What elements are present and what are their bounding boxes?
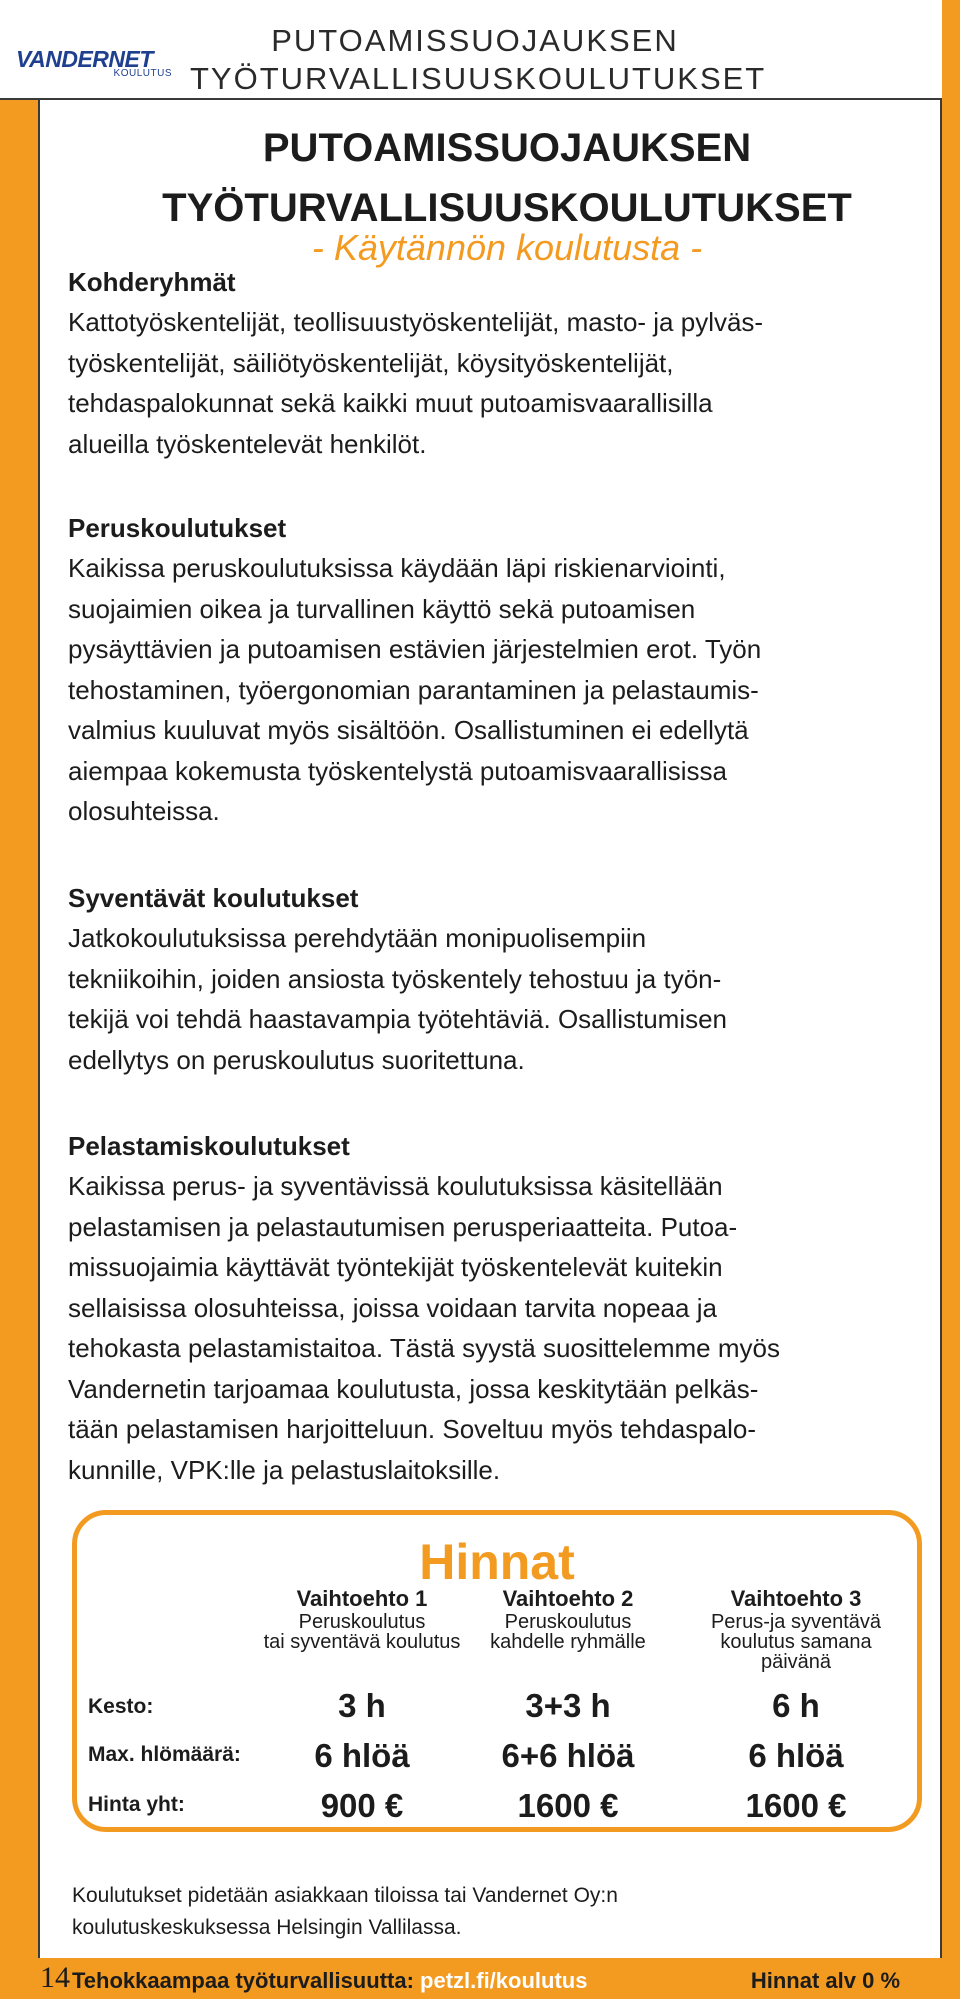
price-option-3 (666, 1586, 926, 1824)
section-line: tehostaminen, työergonomian parantaminen ja pelastaumis- (68, 674, 759, 705)
section-line: tehdaspalokunnat sekä kaikki muut putoamisvaarallisilla (68, 388, 713, 418)
section-line: aiempaa kokemusta työskentelystä putoamisvaarallisissa (68, 755, 727, 786)
footer-vat-note: Hinnat alv 0 % (750, 1968, 900, 1993)
option-desc-line: Peruskoulutus (504, 1611, 632, 1633)
page-title-line1: PUTOAMISSUOJAUKSEN (262, 126, 752, 170)
section-line: suojaimien oikea ja turvallinen käyttö sekä putoamisen (68, 593, 696, 624)
option-price: 1600 € (517, 1787, 619, 1824)
option-desc-line: Peruskoulutus (298, 1611, 426, 1633)
price-title: Hinnat (419, 1534, 575, 1590)
option-duration: 6 h (772, 1687, 820, 1724)
option-max-people: 6 hlöä (748, 1737, 844, 1774)
option-desc-line: Perus-ja syventävä (710, 1611, 882, 1633)
row-label-duration: Kesto: (88, 1695, 154, 1718)
footnote (72, 1880, 922, 1944)
row-label-max-people: Max. hlömäärä: (88, 1743, 241, 1766)
section-line: tekniikoihin, joiden ansiosta työskentely tehostuu ja työn- (68, 963, 722, 994)
price-option-2 (438, 1586, 698, 1824)
page-subtitle: - Käytännön koulutusta - (311, 227, 703, 268)
section-line: missuojaimia käyttävät työntekijät työskentelevät kuitekin (68, 1252, 723, 1282)
left-accent-bar (0, 100, 38, 1958)
page-number: 14 (40, 1961, 70, 1994)
section-line: tään pelastamisen harjoitteluun. Soveltuu myös tehdaspalo- (68, 1414, 756, 1444)
section-line: alueilla työskentelevät henkilöt. (68, 428, 427, 459)
header-title-line1: PUTOAMISSUOJAUKSEN (271, 23, 679, 58)
option-price: 900 € (320, 1787, 404, 1824)
section-line: Kaikissa peruskoulutuksissa käydään läpi riskienarviointi, (68, 553, 726, 583)
footer-link[interactable]: petzl.fi/koulutus (420, 1968, 588, 1993)
option-name: Vaihtoehto 1 (296, 1586, 428, 1611)
section-heading: Pelastamiskoulutukset (68, 1131, 350, 1161)
option-desc-line: tai syventävä koulutus (263, 1631, 461, 1653)
footer-text (72, 1966, 587, 1996)
footnote-line: Koulutukset pidetään asiakkaan tiloissa tai Vandernet Oy:n (72, 1884, 618, 1907)
option-max-people: 6+6 hlöä (501, 1737, 635, 1774)
section-heading: Syventävät koulutukset (68, 883, 359, 913)
section-line: sellaisissa olosuhteissa, joissa voidaan tarvita nopeaa ja (68, 1292, 717, 1323)
option-duration: 3 h (338, 1687, 386, 1724)
section-rescue-courses (68, 1126, 918, 1490)
right-accent-bar (942, 0, 960, 1999)
footer-label: Tehokkaampaa työturvallisuutta: (72, 1968, 421, 1993)
page-header (0, 0, 942, 100)
option-desc-line: koulutus samana (720, 1631, 872, 1653)
section-advanced-courses (68, 878, 918, 1080)
option-desc-line: päivänä (760, 1651, 832, 1673)
vandernet-logo (16, 46, 176, 82)
section-line: pelastamisen ja pelastautumisen perusperiaatteita. Putoa- (68, 1211, 738, 1242)
header-title (190, 22, 767, 98)
section-line: tehokasta pelastamistaitoa. Tästä syystä suosittelemme myös (68, 1333, 780, 1363)
section-heading: Kohderyhmät (68, 267, 236, 297)
section-line: edellytys on peruskoulutus suoritettuna. (68, 1044, 525, 1075)
logo-wordmark: VANDERNET (16, 46, 153, 72)
footnote-line: koulutuskeskuksessa Helsingin Vallilassa. (72, 1916, 462, 1939)
section-line: tekijä voi tehdä haastavampia työtehtäviä. Osallistumisen (68, 1004, 728, 1034)
section-heading: Peruskoulutukset (68, 513, 287, 543)
option-name: Vaihtoehto 2 (502, 1586, 634, 1611)
page-title-line2: TYÖTURVALLISUUSKOULUTUKSET (162, 186, 852, 230)
section-line: Kaikissa perus- ja syventävissä koulutuksissa käsitellään (68, 1171, 723, 1201)
section-line: pysäyttävien ja putoamisen estävien järjestelmien erot. Työn (68, 634, 762, 664)
section-line: Kattotyöskentelijät, teollisuustyöskentelijät, masto- ja pylväs- (68, 307, 764, 337)
section-basic-courses (68, 508, 918, 832)
option-max-people: 6 hlöä (314, 1737, 410, 1774)
page-title (40, 118, 960, 238)
section-line: olosuhteissa. (68, 796, 220, 826)
option-duration: 3+3 h (525, 1687, 611, 1724)
option-name: Vaihtoehto 3 (730, 1586, 862, 1611)
option-price: 1600 € (745, 1787, 847, 1824)
section-line: Vandernetin tarjoamaa koulutusta, jossa keskitytään pelkäs- (68, 1373, 759, 1404)
header-title-line2: TYÖTURVALLISUUSKOULUTUKSET (190, 61, 767, 96)
logo-subtext: KOULUTUS (113, 68, 172, 79)
row-label-price: Hinta yht: (88, 1793, 185, 1816)
section-line: kunnille, VPK:lle ja pelastuslaitoksille. (68, 1454, 501, 1485)
section-line: valmius kuuluvat myös sisältöön. Osallistuminen ei edellytä (68, 715, 749, 745)
section-line: Jatkokoulutuksissa perehdytään monipuolisempiin (68, 923, 647, 953)
option-desc-line: kahdelle ryhmälle (490, 1631, 646, 1653)
section-line: työskentelijät, säiliötyöskentelijät, köysityöskentelijät, (68, 347, 674, 378)
section-target-groups (68, 262, 918, 464)
